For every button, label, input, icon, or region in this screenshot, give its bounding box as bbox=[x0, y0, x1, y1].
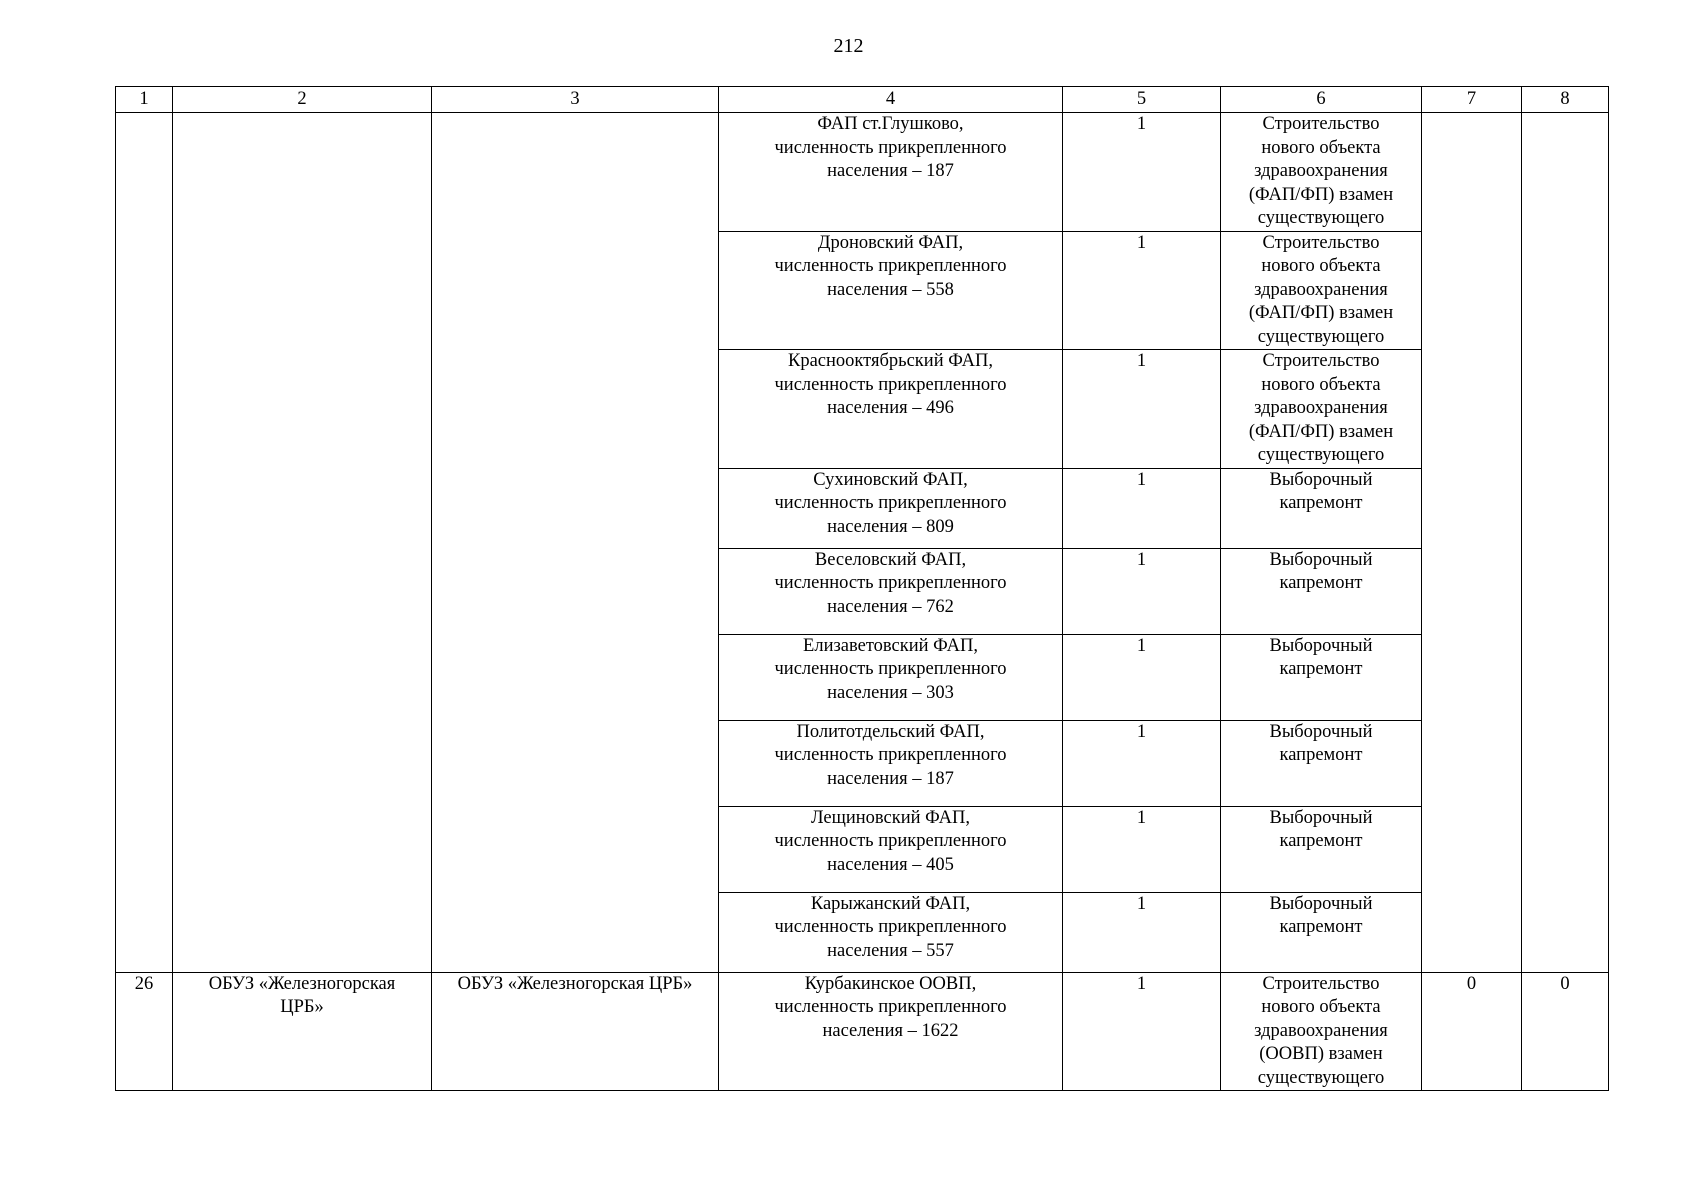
action-cell: Строительство нового объекта здравоохранения (ФАП/ФП) взамен существующего bbox=[1221, 113, 1422, 232]
action-cell: Строительство нового объекта здравоохранения (ФАП/ФП) взамен существующего bbox=[1221, 350, 1422, 469]
col7-cell: 0 bbox=[1422, 972, 1522, 1091]
action-cell: Выборочный капремонт bbox=[1221, 634, 1422, 720]
header-cell: 3 bbox=[432, 87, 719, 113]
object-cell: Дроновский ФАП, численность прикрепленного населения – 558 bbox=[719, 231, 1063, 350]
object-cell: Елизаветовский ФАП, численность прикрепленного населения – 303 bbox=[719, 634, 1063, 720]
object-cell: Политотдельский ФАП, численность прикрепленного населения – 187 bbox=[719, 720, 1063, 806]
header-cell: 2 bbox=[173, 87, 432, 113]
object-cell: Краснооктябрьский ФАП, численность прикрепленного населения – 496 bbox=[719, 350, 1063, 469]
table-row-26 bbox=[116, 972, 1609, 1091]
count-cell: 1 bbox=[1063, 468, 1221, 548]
count-cell: 1 bbox=[1063, 720, 1221, 806]
continued-org-short-cell bbox=[432, 113, 719, 973]
header-cell: 7 bbox=[1422, 87, 1522, 113]
count-cell: 1 bbox=[1063, 231, 1221, 350]
page-number: 212 bbox=[833, 35, 864, 57]
count-cell: 1 bbox=[1063, 113, 1221, 232]
count-cell: 1 bbox=[1063, 634, 1221, 720]
continued-col7-cell bbox=[1422, 113, 1522, 973]
header-cell: 5 bbox=[1063, 87, 1221, 113]
header-cell: 8 bbox=[1522, 87, 1609, 113]
count-cell: 1 bbox=[1063, 806, 1221, 892]
table-row bbox=[116, 113, 1609, 232]
object-cell: Сухиновский ФАП, численность прикрепленного населения – 809 bbox=[719, 468, 1063, 548]
header-cell: 4 bbox=[719, 87, 1063, 113]
count-cell: 1 bbox=[1063, 892, 1221, 972]
action-cell: Строительство нового объекта здравоохранения (ФАП/ФП) взамен существующего bbox=[1221, 231, 1422, 350]
action-cell: Выборочный капремонт bbox=[1221, 548, 1422, 634]
continued-col8-cell bbox=[1522, 113, 1609, 973]
action-cell: Выборочный капремонт bbox=[1221, 468, 1422, 548]
action-cell: Строительство нового объекта здравоохранения (ООВП) взамен существующего bbox=[1221, 972, 1422, 1091]
data-table bbox=[115, 86, 1609, 1091]
continued-org-cell bbox=[173, 113, 432, 973]
action-cell: Выборочный капремонт bbox=[1221, 806, 1422, 892]
row-number-cell: 26 bbox=[116, 972, 173, 1091]
action-cell: Выборочный капремонт bbox=[1221, 720, 1422, 806]
header-row bbox=[116, 87, 1609, 113]
header-cell: 1 bbox=[116, 87, 173, 113]
count-cell: 1 bbox=[1063, 350, 1221, 469]
continued-num-cell bbox=[116, 113, 173, 973]
object-cell: Веселовский ФАП, численность прикрепленного населения – 762 bbox=[719, 548, 1063, 634]
object-cell: Лещиновский ФАП, численность прикрепленного населения – 405 bbox=[719, 806, 1063, 892]
count-cell: 1 bbox=[1063, 972, 1221, 1091]
col8-cell: 0 bbox=[1522, 972, 1609, 1091]
object-cell: ФАП ст.Глушково, численность прикрепленного населения – 187 bbox=[719, 113, 1063, 232]
object-cell: Курбакинское ООВП, численность прикрепленного населения – 1622 bbox=[719, 972, 1063, 1091]
organization-cell: ОБУЗ «Железногорская ЦРБ» bbox=[173, 972, 432, 1091]
organization-short-cell: ОБУЗ «Железногорская ЦРБ» bbox=[432, 972, 719, 1091]
header-cell: 6 bbox=[1221, 87, 1422, 113]
object-cell: Карыжанский ФАП, численность прикрепленного населения – 557 bbox=[719, 892, 1063, 972]
action-cell: Выборочный капремонт bbox=[1221, 892, 1422, 972]
count-cell: 1 bbox=[1063, 548, 1221, 634]
